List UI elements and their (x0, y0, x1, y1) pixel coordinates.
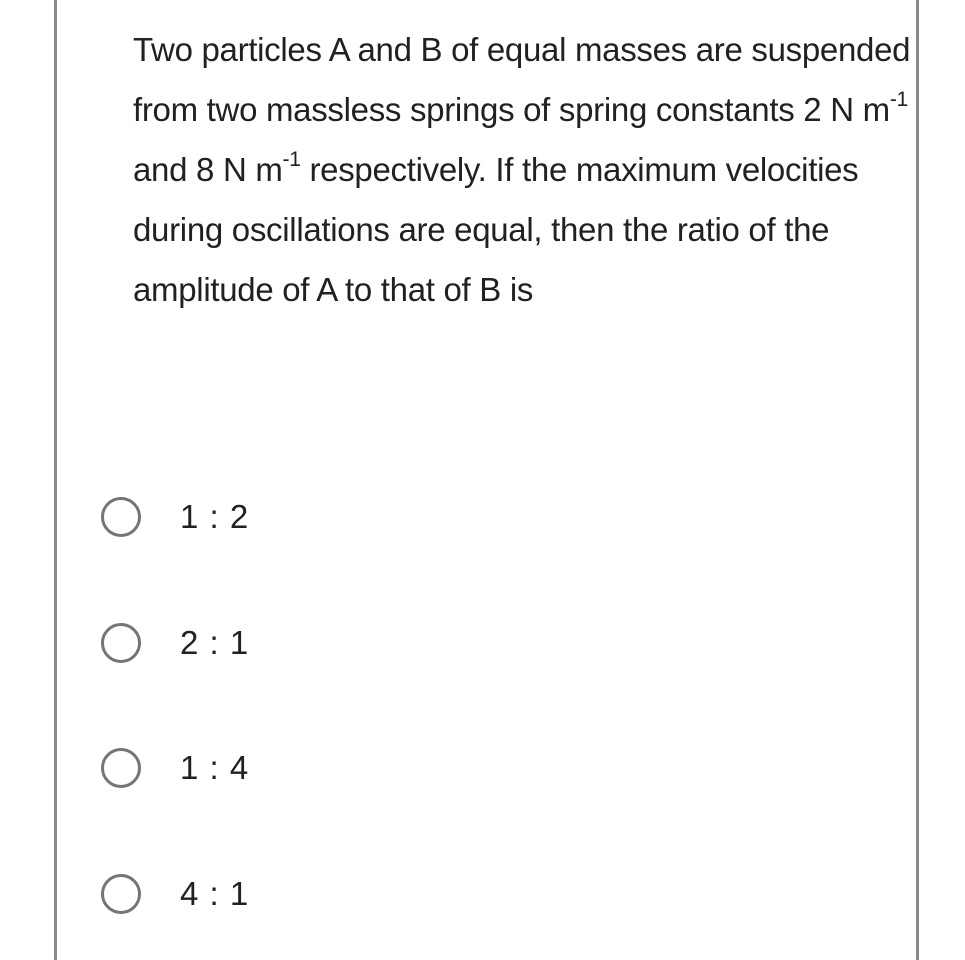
option-2-label: 2 : 1 (180, 624, 250, 661)
radio-button-icon[interactable] (101, 497, 141, 537)
option-4-label: 4 : 1 (180, 875, 250, 912)
question-part-3: respectively. If the maximum velocities during oscillations are equal, then the ratio of the amplitude of A to that of B is (133, 151, 859, 308)
option-3-label: 1 : 4 (180, 749, 250, 786)
option-3[interactable] (101, 743, 249, 793)
option-4[interactable] (101, 869, 249, 919)
question-superscript-1: -1 (889, 88, 908, 111)
radio-button-icon[interactable] (101, 874, 141, 914)
option-1[interactable] (101, 492, 249, 542)
question-superscript-2: -1 (282, 148, 301, 171)
question-part-2: and 8 N m (133, 151, 283, 188)
radio-button-icon[interactable] (101, 748, 141, 788)
radio-button-icon[interactable] (101, 623, 141, 663)
question-text (133, 20, 923, 320)
question-part-1: Two particles A and B of equal masses are suspended from two massless springs of spring constants 2 N m (133, 31, 911, 128)
option-2[interactable] (101, 618, 249, 668)
option-1-label: 1 : 2 (180, 498, 250, 535)
